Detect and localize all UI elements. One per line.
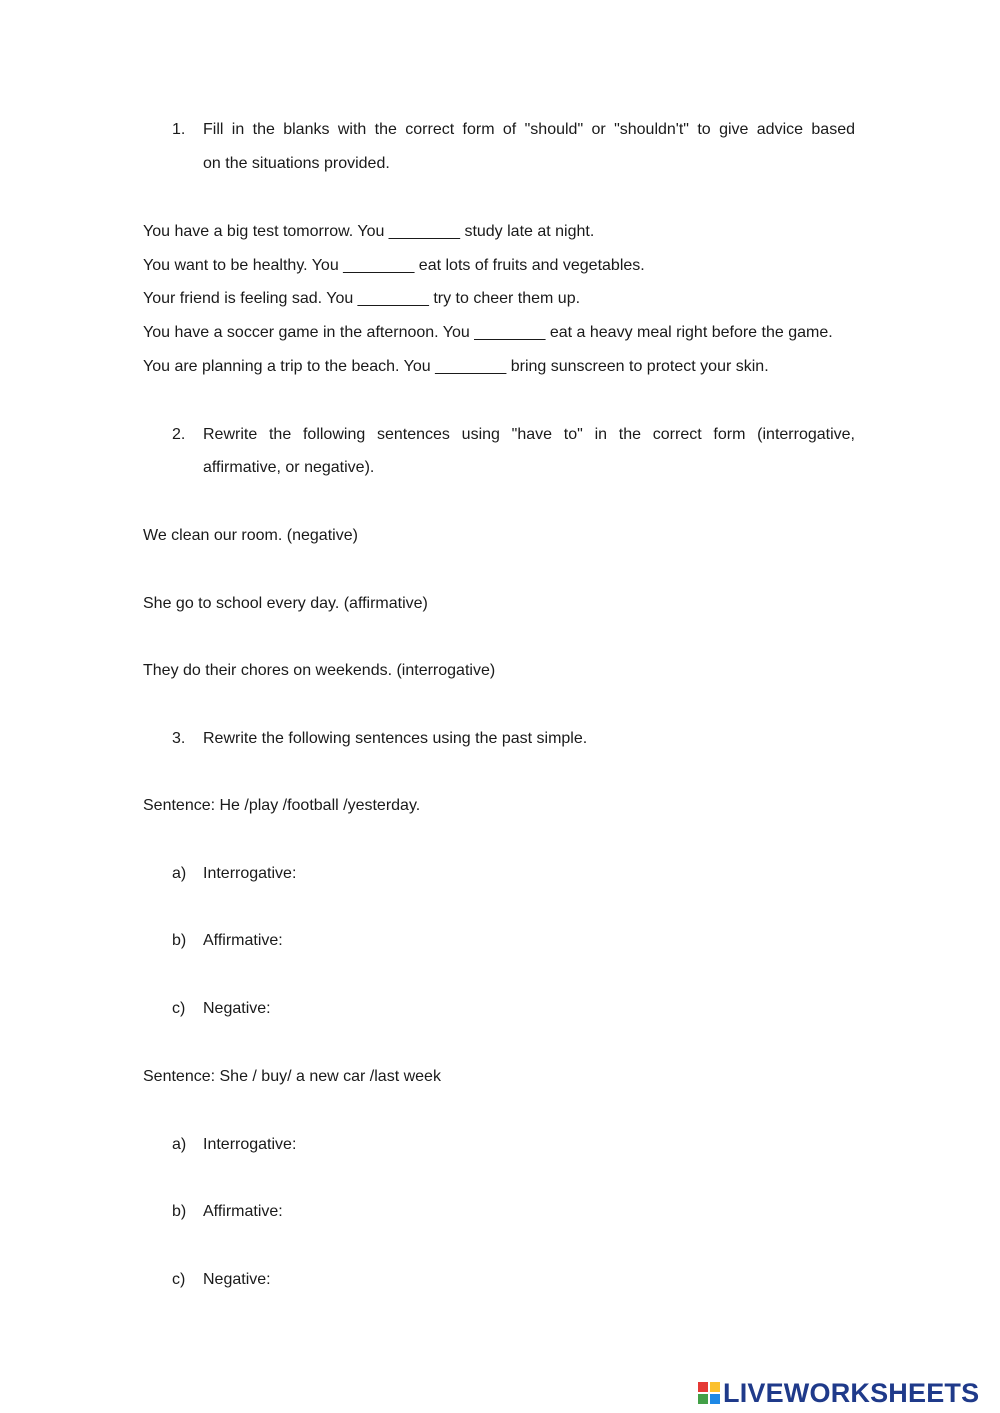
section3-instruction: Rewrite the following sentences using the past simple. (203, 730, 588, 747)
option-negative: Negative: (203, 1000, 271, 1017)
section1-sentence: You have a soccer game in the afternoon. You ________ eat a heavy meal right before the game. (143, 324, 833, 341)
section2-instruction-line2: affirmative, or negative). (203, 459, 375, 476)
option-negative: Negative: (203, 1271, 271, 1288)
section2-sentence: She go to school every day. (affirmative) (143, 595, 428, 612)
section1-instruction-line1: Fill in the blanks with the correct form of "should" or "shouldn't" to give advice based (203, 121, 855, 138)
option-affirmative: Affirmative: (203, 1203, 283, 1220)
option-interrogative: Interrogative: (203, 1136, 297, 1153)
section1-number: 1. (172, 121, 186, 138)
option-label: c) (172, 1000, 186, 1017)
option-label: a) (172, 1136, 187, 1153)
section1-sentence: You have a big test tomorrow. You ________ study late at night. (143, 223, 595, 240)
section3-sentence2: Sentence: She / buy/ a new car /last week (143, 1068, 441, 1085)
option-label: c) (172, 1271, 186, 1288)
section2-sentence: We clean our room. (negative) (143, 527, 358, 544)
section1-sentence: Your friend is feeling sad. You ________ try to cheer them up. (143, 290, 581, 307)
liveworksheets-blocks-icon (698, 1382, 720, 1404)
section1-instruction-line2: on the situations provided. (203, 155, 390, 172)
option-interrogative: Interrogative: (203, 865, 297, 882)
section1-sentence: You are planning a trip to the beach. You ________ bring sunscreen to protect your skin. (143, 358, 769, 375)
section2-sentence: They do their chores on weekends. (interrogative) (143, 662, 496, 679)
option-label: b) (172, 1203, 187, 1220)
section3-sentence1: Sentence: He /play /football /yesterday. (143, 797, 421, 814)
logo-wordmark: LIVEWORKSHEETS (723, 1378, 980, 1408)
section2-instruction-line1: Rewrite the following sentences using "have to" in the correct form (interrogative, (203, 426, 855, 443)
option-affirmative: Affirmative: (203, 932, 283, 949)
section2-number: 2. (172, 426, 186, 443)
liveworksheets-logo (698, 1378, 979, 1408)
option-label: a) (172, 865, 187, 882)
option-label: b) (172, 932, 187, 949)
section1-sentence: You want to be healthy. You ________ eat lots of fruits and vegetables. (143, 257, 645, 274)
section3-number: 3. (172, 730, 186, 747)
